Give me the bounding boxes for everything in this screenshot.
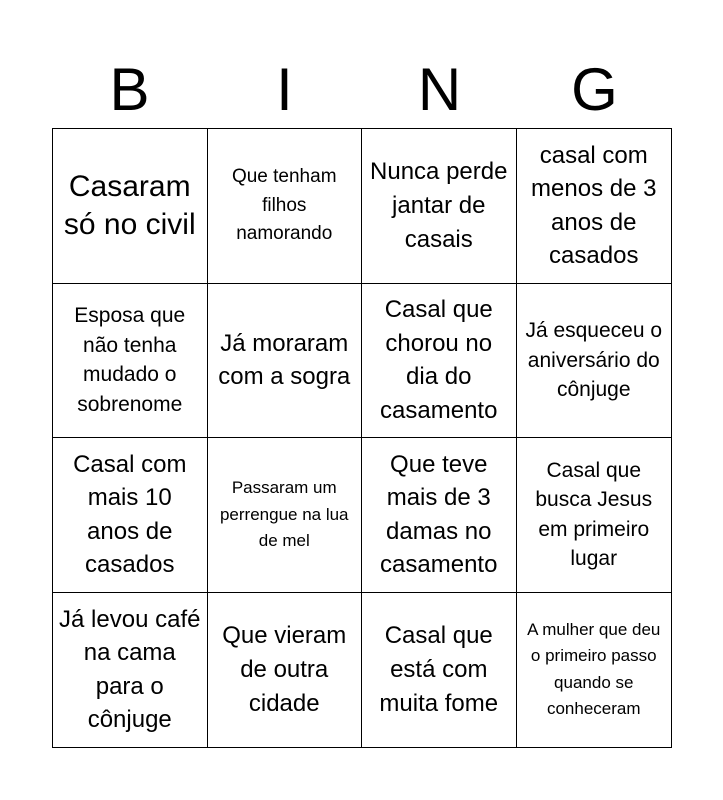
bingo-cell-r2-c2: Já moraram com a sogra [208, 284, 363, 439]
bingo-header [52, 52, 672, 128]
bingo-cell-r4-c3: Casal que está com muita fome [362, 593, 517, 748]
bingo-cell-r4-c2: Que vieram de outra cidade [208, 593, 363, 748]
bingo-cell-r3-c1: Casal com mais 10 anos de casados [53, 438, 208, 593]
bingo-cell-r2-c3: Casal que chorou no dia do casamento [362, 284, 517, 439]
header-letter-i: I [276, 56, 293, 123]
header-letter-n: N [417, 56, 462, 123]
header-letter-g: G [571, 56, 618, 123]
bingo-cell-r3-c3: Que teve mais de 3 damas no casamento [362, 438, 517, 593]
bingo-cell-r1-c1: Casaram só no civil [53, 129, 208, 284]
bingo-cell-r1-c3: Nunca perde jantar de casais [362, 129, 517, 284]
bingo-cell-r3-c4: Casal que busca Jesus em primeiro lugar [517, 438, 672, 593]
bingo-cell-r1-c2: Que tenham filhos namorando [208, 129, 363, 284]
bingo-cell-r2-c4: Já esqueceu o aniversário do cônjuge [517, 284, 672, 439]
bingo-cell-r4-c1: Já levou café na cama para o cônjuge [53, 593, 208, 748]
bingo-cell-r4-c4: A mulher que deu o primeiro passo quando se conheceram [527, 620, 661, 719]
bingo-card-grid [52, 128, 672, 748]
bingo-cell-r1-c4: casal com menos de 3 anos de casados [517, 129, 672, 284]
header-letter-b: B [109, 56, 150, 123]
bingo-cell-r2-c1: Esposa que não tenha mudado o sobrenome [53, 284, 208, 439]
bingo-cell-r3-c2: Passaram um perrengue na lua de mel [208, 438, 363, 593]
